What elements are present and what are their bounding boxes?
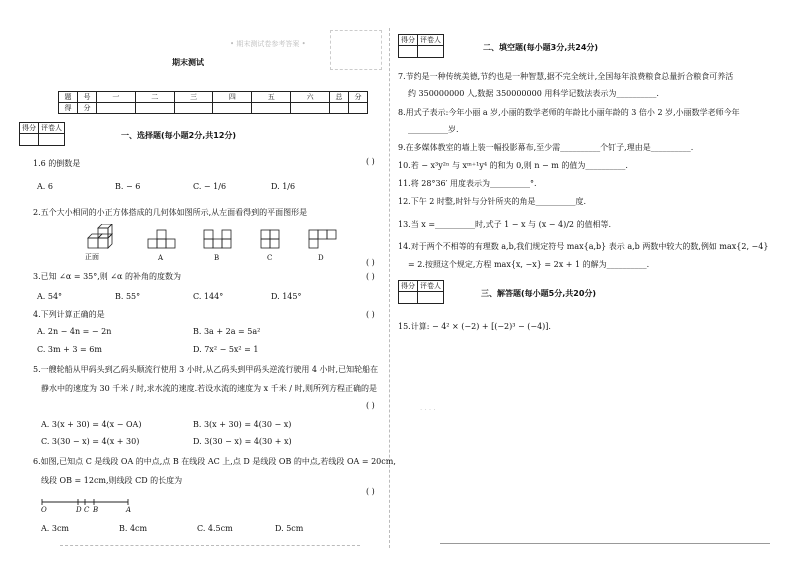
page-divider [389,28,390,548]
q3-stem: 3.已知 ∠α = 35°,则 ∠α 的补角的度数为 [33,272,181,281]
score-blank [213,103,252,114]
score-cell: 三 [174,92,213,103]
q6-point-d: D [76,506,82,514]
q2-figure-c [260,228,282,252]
left-bottom-rule [60,545,360,546]
q2-option-c: C [267,254,273,262]
q14-line2: = 2.按照这个规定,方程 max{x, −x} = 2x + 1 的解为__________. [408,260,650,269]
q1-option-d: D. 1/6 [271,182,296,191]
q10: 10.若 − x³y²ⁿ 与 xᵐ⁺¹y⁴ 的和为 0,则 n − m 的值为__________. [398,161,628,170]
q7-line1: 7.节约是一种传统美德,节约也是一种智慧,据不完全统计,全国每年浪费粮食总量折合粮食可养活 [398,72,734,81]
score-blank [252,103,291,114]
score-table-header-row [59,92,368,103]
score-cell: 得 [59,103,78,114]
q4-stem: 4.下列计算正确的是 [33,310,105,319]
q5-option-b: B. 3(x + 30) = 4(30 − x) [193,420,292,429]
q3-option-b: B. 55° [115,292,141,301]
score-table-score-row [59,103,368,114]
score-cell: 六 [291,92,330,103]
q4-option-d: D. 7x² − 5x² = 1 [193,345,259,354]
q15: 15.计算: − 4² × (−2) + [(−2)³ − (−4)]. [398,322,551,331]
q2-figure-d [308,228,338,252]
q4-option-c: C. 3m + 3 = 6m [37,345,102,354]
grader-label: 评卷人 [39,123,65,134]
q9: 9.在多媒体教室的墙上装一幅投影幕布,至少需__________个钉子,理由是__________. [398,143,694,152]
grader-label: 评卷人 [418,35,444,46]
q5-stem-line1: 5.一艘轮船从甲码头到乙码头顺流行使用 3 小时,从乙码头到甲码头逆流行驶用 4 小时,已知轮船在 [33,365,379,374]
q6-point-c: C [84,506,90,514]
q6-option-a: A. 3cm [41,524,70,533]
faint-stamp [330,30,382,70]
score-cell: 一 [97,92,136,103]
grader-box-3 [398,280,444,304]
score-blank [349,103,368,114]
score-blank [135,103,174,114]
q2-option-b: B [214,254,220,262]
q5-option-a: A. 3(x + 30) = 4(x − OA) [41,420,142,429]
q6-point-b: B [93,506,99,514]
q2-figure-a [147,228,177,252]
q8-line1: 8.用式子表示:今年小丽 a 岁,小丽的数学老师的年龄比小丽年龄的 3 倍小 2 岁,小丽数学老师今年 [398,108,740,117]
q2-option-d: D [318,254,324,262]
q1-option-a: A. 6 [37,182,53,191]
q12: 12.下午 2 时整,时针与分针所夹的角是__________度. [398,197,586,206]
q6-option-c: C. 4.5cm [197,524,233,533]
score-blank [97,103,136,114]
q6-stem-line1: 6.如图,已知点 C 是线段 OA 的中点,点 B 在线段 AC 上,点 D 是线段 OB 的中点,若线段 OA = 20cm, [33,457,396,466]
score-table [58,91,368,114]
score-cell: 题 [59,92,78,103]
q2-front-label: 正面 [85,253,99,261]
q1-answer-paren: ( ) [366,157,375,166]
score-cell: 分 [78,103,97,114]
q3-option-c: C. 144° [193,292,224,301]
q1-option-c: C. − 1/6 [193,182,227,191]
q4-option-a: A. 2n − 4n = − 2n [37,327,112,336]
q3-answer-paren: ( ) [366,272,375,281]
q6-answer-paren: ( ) [366,487,375,496]
score-cell: 四 [213,92,252,103]
grader-score-label: 得分 [20,123,39,134]
q6-point-a: A [126,506,132,514]
q2-solid-figure [84,224,122,256]
grader-box-1 [19,122,65,146]
score-blank [291,103,330,114]
q14-line1: 14.对于两个不相等的有理数 a,b,我们规定符号 max{a,b} 表示 a,b 两数中较大的数,例如 max{2, −4} [398,242,769,251]
grader-label: 评卷人 [418,281,444,292]
faint-answer-mark: . . . . [420,404,436,412]
score-cell: 五 [252,92,291,103]
q4-option-b: B. 3a + 2a = 5a² [193,327,261,336]
q8-line2: __________岁. [408,125,459,134]
grader-score-label: 得分 [399,35,418,46]
faint-header-text: • 期末测试卷参考答案 • [230,40,306,48]
q6-option-d: D. 5cm [275,524,304,533]
q5-option-c: C. 3(30 − x) = 4(x + 30) [41,437,140,446]
score-cell: 号 [78,92,97,103]
section1-title: 一、选择题(每小题2分,共12分) [121,131,237,140]
q6-stem-line2: 线段 OB = 12cm,则线段 CD 的长度为 [41,476,183,485]
q2-option-a: A [158,254,164,262]
q11: 11.将 28°36′ 用度表示为__________°. [398,179,537,188]
score-cell: 二 [135,92,174,103]
section3-title: 三、解答题(每小题5分,共20分) [481,289,597,298]
q2-figure-b [203,228,233,252]
page-title: 期末测试 [172,58,204,67]
score-cell: 分 [349,92,368,103]
grader-box-2 [398,34,444,58]
q1-option-b: B. − 6 [115,182,141,191]
q6-point-o: O [41,506,47,514]
score-blank [330,103,349,114]
score-cell: 总 [330,92,349,103]
q1-stem: 1.6 的倒数是 [33,159,81,168]
right-bottom-rule [440,543,770,544]
q5-stem-line2: 静水中的速度为 30 千米 / 时,求水流的速度.若设水流的速度为 x 千米 / 时,则所列方程正确的是 [41,384,378,393]
q2-stem: 2.五个大小相同的小正方体搭成的几何体如图所示,从左面看得到的平面图形是 [33,208,308,217]
q5-answer-paren: ( ) [366,401,375,410]
section2-title: 二、填空题(每小题3分,共24分) [483,43,599,52]
q6-option-b: B. 4cm [119,524,148,533]
q13: 13.当 x =__________时,式子 1 − x 与 (x − 4)/2 的值相等. [398,220,612,229]
q5-option-d: D. 3(30 − x) = 4(30 + x) [193,437,292,446]
score-blank [174,103,213,114]
q4-answer-paren: ( ) [366,310,375,319]
q7-line2: 约 350000000 人,数据 350000000 用科学记数法表示为__________. [408,89,659,98]
grader-score-label: 得分 [399,281,418,292]
q3-option-a: A. 54° [37,292,63,301]
q2-answer-paren: ( ) [366,258,375,267]
q3-option-d: D. 145° [271,292,302,301]
